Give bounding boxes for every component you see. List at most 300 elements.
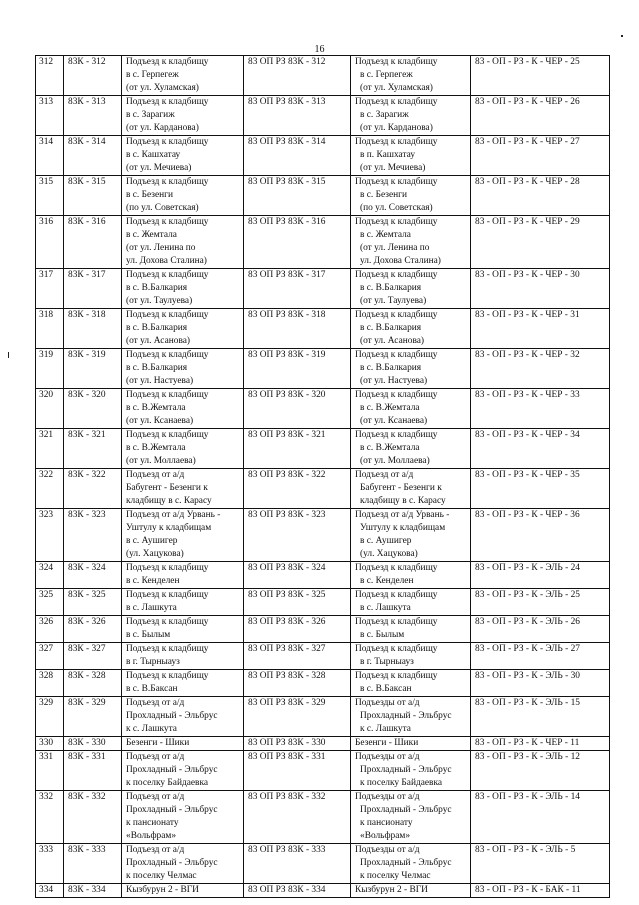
name-line: в с. Герпегеж xyxy=(360,70,413,80)
name-line: «Вольфрам» xyxy=(126,831,177,841)
name-line: Подъезд к кладбищу xyxy=(126,563,209,573)
name-line: Подъезд к кладбищу xyxy=(126,644,209,654)
row-number-text: 324 xyxy=(39,563,54,573)
identification-number xyxy=(471,884,610,898)
road-name-official xyxy=(351,136,471,176)
road-code xyxy=(64,469,122,509)
row-number-text: 322 xyxy=(39,470,54,480)
identification-number xyxy=(471,562,610,589)
registration-number-text: 83 ОП РЗ 83К - 331 xyxy=(248,752,326,762)
name-line: Подъезд к кладбищу xyxy=(126,177,209,187)
row-number xyxy=(36,429,64,469)
registration-number xyxy=(244,136,351,176)
name-line: Подъезд от а/д xyxy=(355,470,414,480)
table-row xyxy=(36,96,610,136)
identification-number xyxy=(471,616,610,643)
road-code-text: 83К - 322 xyxy=(68,470,106,480)
registration-number xyxy=(244,589,351,616)
name-line: кладбищу в с. Карасу xyxy=(360,496,446,506)
row-number-text: 313 xyxy=(39,97,54,107)
name-line: Подъезд к кладбищу xyxy=(126,350,209,360)
registration-number-text: 83 ОП РЗ 83К - 314 xyxy=(248,137,326,147)
road-code xyxy=(64,136,122,176)
table-row xyxy=(36,589,610,616)
row-number-text: 314 xyxy=(39,137,54,147)
name-line: Подъезд к кладбищу xyxy=(355,310,438,320)
name-line: в г. Тырныауз xyxy=(126,657,180,667)
name-line: (от ул. Моллаева) xyxy=(360,456,430,466)
name-line: Подъезд к кладбищу xyxy=(355,137,438,147)
registration-number xyxy=(244,176,351,216)
name-line: Подъезды от а/д xyxy=(355,845,420,855)
table-row xyxy=(36,349,610,389)
identification-number-text: 83 - ОП - РЗ - К - ЭЛЬ - 12 xyxy=(475,752,580,762)
road-code-text: 83К - 332 xyxy=(68,792,106,802)
identification-number xyxy=(471,389,610,429)
registration-number-text: 83 ОП РЗ 83К - 313 xyxy=(248,97,326,107)
road-code xyxy=(64,309,122,349)
road-name-official xyxy=(351,562,471,589)
registration-number xyxy=(244,216,351,269)
name-line: (от ул. Моллаева) xyxy=(126,456,196,466)
registration-number-text: 83 ОП РЗ 83К - 315 xyxy=(248,177,326,187)
name-line: Подъезд к кладбищу xyxy=(126,617,209,627)
identification-number xyxy=(471,643,610,670)
row-number-text: 323 xyxy=(39,510,54,520)
registration-number xyxy=(244,509,351,562)
road-name xyxy=(122,269,244,309)
road-code-text: 83К - 312 xyxy=(68,57,106,67)
registration-number-text: 83 ОП РЗ 83К - 321 xyxy=(248,430,326,440)
road-code-text: 83К - 327 xyxy=(68,644,106,654)
name-line: в с. В.Балкария xyxy=(126,283,188,293)
name-line: в с. В.Баксан xyxy=(126,684,178,694)
name-line: (от ул. Карданова) xyxy=(126,123,199,133)
row-number xyxy=(36,509,64,562)
table-row xyxy=(36,737,610,751)
identification-number-text: 83 - ОП - РЗ - К - ЧЕР - 25 xyxy=(475,57,580,67)
registration-number xyxy=(244,349,351,389)
row-number-text: 318 xyxy=(39,310,54,320)
road-name-official xyxy=(351,309,471,349)
road-name-official xyxy=(351,96,471,136)
name-line: Прохладный - Эльбрус xyxy=(126,711,218,721)
registration-number xyxy=(244,643,351,670)
row-number-text: 330 xyxy=(39,738,54,748)
road-name xyxy=(122,643,244,670)
identification-number-text: 83 - ОП - РЗ - К - ЧЕР - 11 xyxy=(475,738,580,748)
registration-number-text: 83 ОП РЗ 83К - 326 xyxy=(248,617,326,627)
name-line: в с. Кашхатау xyxy=(126,150,181,160)
row-number-text: 334 xyxy=(39,885,54,895)
name-line: Подъезд к кладбищу xyxy=(126,97,209,107)
identification-number xyxy=(471,309,610,349)
scan-speck xyxy=(621,35,623,37)
name-line: (ул. Хацукова) xyxy=(360,549,418,559)
name-line: (от ул. Таулуева) xyxy=(126,296,193,306)
registration-number xyxy=(244,469,351,509)
road-name-official xyxy=(351,429,471,469)
row-number-text: 319 xyxy=(39,350,54,360)
road-code-text: 83К - 314 xyxy=(68,137,106,147)
identification-number-text: 83 - ОП - РЗ - К - ЭЛЬ - 15 xyxy=(475,698,580,708)
name-line: Подъезд к кладбищу xyxy=(355,430,438,440)
identification-number xyxy=(471,269,610,309)
table-row xyxy=(36,616,610,643)
name-line: Подъезд к кладбищу xyxy=(126,590,209,600)
road-name xyxy=(122,589,244,616)
road-name xyxy=(122,349,244,389)
name-line: в с. Жемтала xyxy=(126,230,177,240)
table-row xyxy=(36,791,610,844)
table-row xyxy=(36,56,610,96)
name-line: «Вольфрам» xyxy=(360,831,411,841)
name-line: Подъезд к кладбищу xyxy=(355,644,438,654)
identification-number-text: 83 - ОП - РЗ - К - ЧЕР - 31 xyxy=(475,310,580,320)
row-number xyxy=(36,737,64,751)
name-line: к с. Лашкута xyxy=(126,724,177,734)
road-name-official xyxy=(351,751,471,791)
name-line: ул. Дохова Сталина) xyxy=(360,256,441,266)
road-registry-table xyxy=(35,55,610,898)
name-line: Кызбурун 2 - ВГИ xyxy=(126,885,199,895)
name-line: в с. В.Балкария xyxy=(360,363,422,373)
table-row xyxy=(36,562,610,589)
road-name xyxy=(122,309,244,349)
table-row xyxy=(36,643,610,670)
road-code xyxy=(64,389,122,429)
name-line: в с. В.Балкария xyxy=(360,323,422,333)
road-name xyxy=(122,751,244,791)
name-line: в с. Былым xyxy=(360,630,405,640)
identification-number xyxy=(471,96,610,136)
identification-number xyxy=(471,791,610,844)
registration-number xyxy=(244,269,351,309)
road-name-official xyxy=(351,697,471,737)
road-code xyxy=(64,509,122,562)
name-line: Подъезд от а/д xyxy=(126,845,185,855)
road-name-official xyxy=(351,216,471,269)
identification-number-text: 83 - ОП - РЗ - К - БАК - 11 xyxy=(475,885,581,895)
road-code xyxy=(64,844,122,884)
name-line: к поселку Байдаевка xyxy=(126,778,209,788)
identification-number xyxy=(471,216,610,269)
name-line: Подъезды от а/д xyxy=(355,698,420,708)
road-code-text: 83К - 320 xyxy=(68,390,106,400)
name-line: Подъезд к кладбищу xyxy=(126,270,209,280)
road-name-official xyxy=(351,56,471,96)
registration-number xyxy=(244,884,351,898)
name-line: (от ул. Асанова) xyxy=(126,336,191,346)
registration-number xyxy=(244,96,351,136)
registration-number xyxy=(244,562,351,589)
road-code-text: 83К - 323 xyxy=(68,510,106,520)
road-code-text: 83К - 326 xyxy=(68,617,106,627)
name-line: в с. Кенделен xyxy=(126,576,180,586)
name-line: Подъезд от а/д Урвань - xyxy=(126,510,221,520)
identification-number-text: 83 - ОП - РЗ - К - ЧЕР - 36 xyxy=(475,510,580,520)
registration-number-text: 83 ОП РЗ 83К - 333 xyxy=(248,845,326,855)
road-name xyxy=(122,616,244,643)
registration-number-text: 83 ОП РЗ 83К - 327 xyxy=(248,644,326,654)
row-number-text: 325 xyxy=(39,590,54,600)
road-code xyxy=(64,349,122,389)
row-number xyxy=(36,791,64,844)
row-number-text: 316 xyxy=(39,217,54,227)
registration-number xyxy=(244,670,351,697)
identification-number-text: 83 - ОП - РЗ - К - ЧЕР - 29 xyxy=(475,217,580,227)
registration-number-text: 83 ОП РЗ 83К - 330 xyxy=(248,738,326,748)
name-line: (от ул. Таулуева) xyxy=(360,296,427,306)
road-code xyxy=(64,176,122,216)
identification-number-text: 83 - ОП - РЗ - К - ЧЕР - 30 xyxy=(475,270,580,280)
name-line: в п. Кашхатау xyxy=(360,150,416,160)
road-code-text: 83К - 317 xyxy=(68,270,106,280)
name-line: в г. Тырныауз xyxy=(360,657,414,667)
row-number xyxy=(36,176,64,216)
name-line: Подъезд от а/д xyxy=(126,470,185,480)
road-code-text: 83К - 333 xyxy=(68,845,106,855)
identification-number-text: 83 - ОП - РЗ - К - ЧЕР - 34 xyxy=(475,430,580,440)
registration-number-text: 83 ОП РЗ 83К - 324 xyxy=(248,563,326,573)
name-line: (по ул. Советская) xyxy=(360,203,433,213)
row-number-text: 312 xyxy=(39,57,54,67)
name-line: в с. Безенги xyxy=(126,190,174,200)
row-number xyxy=(36,136,64,176)
name-line: (от ул. Хуламская) xyxy=(360,83,433,93)
name-line: Подъезд к кладбищу xyxy=(355,97,438,107)
row-number xyxy=(36,562,64,589)
registration-number-text: 83 ОП РЗ 83К - 323 xyxy=(248,510,326,520)
road-code xyxy=(64,429,122,469)
road-name-official xyxy=(351,643,471,670)
name-line: в с. Жемтала xyxy=(360,230,411,240)
table-row xyxy=(36,697,610,737)
registration-number xyxy=(244,429,351,469)
registration-number xyxy=(244,697,351,737)
road-name xyxy=(122,389,244,429)
row-number-text: 329 xyxy=(39,698,54,708)
identification-number xyxy=(471,136,610,176)
row-number-text: 321 xyxy=(39,430,54,440)
road-name xyxy=(122,56,244,96)
name-line: Подъезд от а/д xyxy=(126,698,185,708)
registration-number xyxy=(244,389,351,429)
road-name xyxy=(122,469,244,509)
road-name xyxy=(122,844,244,884)
row-number-text: 331 xyxy=(39,752,54,762)
name-line: Подъезд к кладбищу xyxy=(355,217,438,227)
table-row xyxy=(36,176,610,216)
name-line: Бабугент - Безенги к xyxy=(360,483,442,493)
name-line: Прохладный - Эльбрус xyxy=(126,805,218,815)
row-number-text: 327 xyxy=(39,644,54,654)
name-line: в с. Зарагиж xyxy=(126,110,175,120)
registration-number xyxy=(244,616,351,643)
row-number xyxy=(36,389,64,429)
name-line: Кызбурун 2 - ВГИ xyxy=(355,885,428,895)
registration-number-text: 83 ОП РЗ 83К - 332 xyxy=(248,792,326,802)
registration-number xyxy=(244,737,351,751)
registration-number-text: 83 ОП РЗ 83К - 325 xyxy=(248,590,326,600)
road-name xyxy=(122,697,244,737)
road-name-official xyxy=(351,616,471,643)
name-line: Подъезд от а/д xyxy=(126,752,185,762)
name-line: Подъезд к кладбищу xyxy=(355,270,438,280)
name-line: Прохладный - Эльбрус xyxy=(360,805,452,815)
name-line: (от ул. Настуева) xyxy=(126,376,194,386)
row-number xyxy=(36,844,64,884)
road-code-text: 83К - 325 xyxy=(68,590,106,600)
road-code-text: 83К - 316 xyxy=(68,217,106,227)
road-code xyxy=(64,751,122,791)
name-line: (от ул. Ленина по xyxy=(126,243,196,253)
row-number xyxy=(36,309,64,349)
row-number xyxy=(36,469,64,509)
row-number-text: 326 xyxy=(39,617,54,627)
row-number xyxy=(36,216,64,269)
scan-speck xyxy=(8,352,9,358)
road-code xyxy=(64,96,122,136)
road-name xyxy=(122,562,244,589)
name-line: Уштулу к кладбищам xyxy=(126,523,212,533)
identification-number xyxy=(471,469,610,509)
registration-number-text: 83 ОП РЗ 83К - 317 xyxy=(248,270,326,280)
road-code xyxy=(64,791,122,844)
road-name xyxy=(122,791,244,844)
road-name xyxy=(122,429,244,469)
name-line: в с. Лашкута xyxy=(360,603,411,613)
road-code-text: 83К - 319 xyxy=(68,350,106,360)
table-row xyxy=(36,751,610,791)
registration-number-text: 83 ОП РЗ 83К - 329 xyxy=(248,698,326,708)
identification-number xyxy=(471,697,610,737)
identification-number xyxy=(471,737,610,751)
road-code xyxy=(64,589,122,616)
identification-number xyxy=(471,349,610,389)
row-number xyxy=(36,269,64,309)
road-name-official xyxy=(351,469,471,509)
name-line: Подъезд к кладбищу xyxy=(126,310,209,320)
name-line: (от ул. Хуламская) xyxy=(126,83,199,93)
name-line: Безенги - Шики xyxy=(126,738,190,748)
identification-number-text: 83 - ОП - РЗ - К - ЧЕР - 28 xyxy=(475,177,580,187)
road-code xyxy=(64,697,122,737)
road-name xyxy=(122,216,244,269)
row-number xyxy=(36,884,64,898)
road-name-official xyxy=(351,176,471,216)
name-line: Подъезд от а/д xyxy=(126,792,185,802)
registration-number xyxy=(244,791,351,844)
identification-number xyxy=(471,751,610,791)
name-line: (от ул. Мечиева) xyxy=(126,163,192,173)
name-line: Уштулу к кладбищам xyxy=(360,523,446,533)
name-line: ул. Дохова Сталина) xyxy=(126,256,207,266)
table-row xyxy=(36,216,610,269)
registration-number-text: 83 ОП РЗ 83К - 319 xyxy=(248,350,326,360)
identification-number-text: 83 - ОП - РЗ - К - ЧЕР - 35 xyxy=(475,470,580,480)
road-name-official xyxy=(351,269,471,309)
name-line: в с. В.Балкария xyxy=(126,323,188,333)
registration-number xyxy=(244,844,351,884)
road-name-official xyxy=(351,349,471,389)
identification-number xyxy=(471,589,610,616)
name-line: в с. Безенги xyxy=(360,190,408,200)
name-line: в с. В.Баксан xyxy=(360,684,412,694)
registration-number-text: 83 ОП РЗ 83К - 320 xyxy=(248,390,326,400)
road-name xyxy=(122,670,244,697)
identification-number xyxy=(471,844,610,884)
table-row xyxy=(36,309,610,349)
identification-number xyxy=(471,429,610,469)
name-line: в с. В.Жемтала xyxy=(126,403,186,413)
registration-number xyxy=(244,751,351,791)
road-name xyxy=(122,96,244,136)
name-line: Прохладный - Эльбрус xyxy=(360,765,452,775)
road-code xyxy=(64,616,122,643)
name-line: Подъезд к кладбищу xyxy=(126,137,209,147)
road-name xyxy=(122,136,244,176)
road-name-official xyxy=(351,844,471,884)
road-code-text: 83К - 329 xyxy=(68,698,106,708)
road-code xyxy=(64,562,122,589)
identification-number-text: 83 - ОП - РЗ - К - ЭЛЬ - 25 xyxy=(475,590,580,600)
identification-number-text: 83 - ОП - РЗ - К - ЭЛЬ - 5 xyxy=(475,845,576,855)
registration-number-text: 83 ОП РЗ 83К - 312 xyxy=(248,57,326,67)
name-line: в с. В.Балкария xyxy=(360,283,422,293)
row-number-text: 320 xyxy=(39,390,54,400)
road-code-text: 83К - 330 xyxy=(68,738,106,748)
name-line: к поселку Челмас xyxy=(360,871,431,881)
identification-number xyxy=(471,56,610,96)
name-line: к пансионату xyxy=(126,818,179,828)
name-line: к с. Лашкута xyxy=(360,724,411,734)
road-name-official xyxy=(351,509,471,562)
road-code xyxy=(64,269,122,309)
road-name-official xyxy=(351,670,471,697)
row-number-text: 317 xyxy=(39,270,54,280)
row-number xyxy=(36,697,64,737)
name-line: (от ул. Асанова) xyxy=(360,336,425,346)
name-line: в с. Кенделен xyxy=(360,576,414,586)
road-name-official xyxy=(351,737,471,751)
name-line: Подъезд к кладбищу xyxy=(355,617,438,627)
name-line: Подъезд к кладбищу xyxy=(355,390,438,400)
name-line: (по ул. Советская) xyxy=(126,203,199,213)
registration-number-text: 83 ОП РЗ 83К - 328 xyxy=(248,671,326,681)
row-number-text: 333 xyxy=(39,845,54,855)
name-line: Подъезд к кладбищу xyxy=(355,350,438,360)
name-line: в с. В.Жемтала xyxy=(126,443,186,453)
identification-number-text: 83 - ОП - РЗ - К - ЭЛЬ - 14 xyxy=(475,792,580,802)
page-number: 16 xyxy=(314,44,325,55)
name-line: (от ул. Ксанаева) xyxy=(126,416,194,426)
table-row xyxy=(36,509,610,562)
road-code xyxy=(64,737,122,751)
name-line: Безенги - Шики xyxy=(355,738,419,748)
row-number-text: 315 xyxy=(39,177,54,187)
registration-number-text: 83 ОП РЗ 83К - 316 xyxy=(248,217,326,227)
table-row xyxy=(36,469,610,509)
identification-number-text: 83 - ОП - РЗ - К - ЧЕР - 27 xyxy=(475,137,580,147)
name-line: Подъезд к кладбищу xyxy=(126,217,209,227)
row-number xyxy=(36,643,64,670)
registration-number-text: 83 ОП РЗ 83К - 318 xyxy=(248,310,326,320)
road-code xyxy=(64,56,122,96)
identification-number xyxy=(471,670,610,697)
road-name-official xyxy=(351,791,471,844)
identification-number xyxy=(471,176,610,216)
